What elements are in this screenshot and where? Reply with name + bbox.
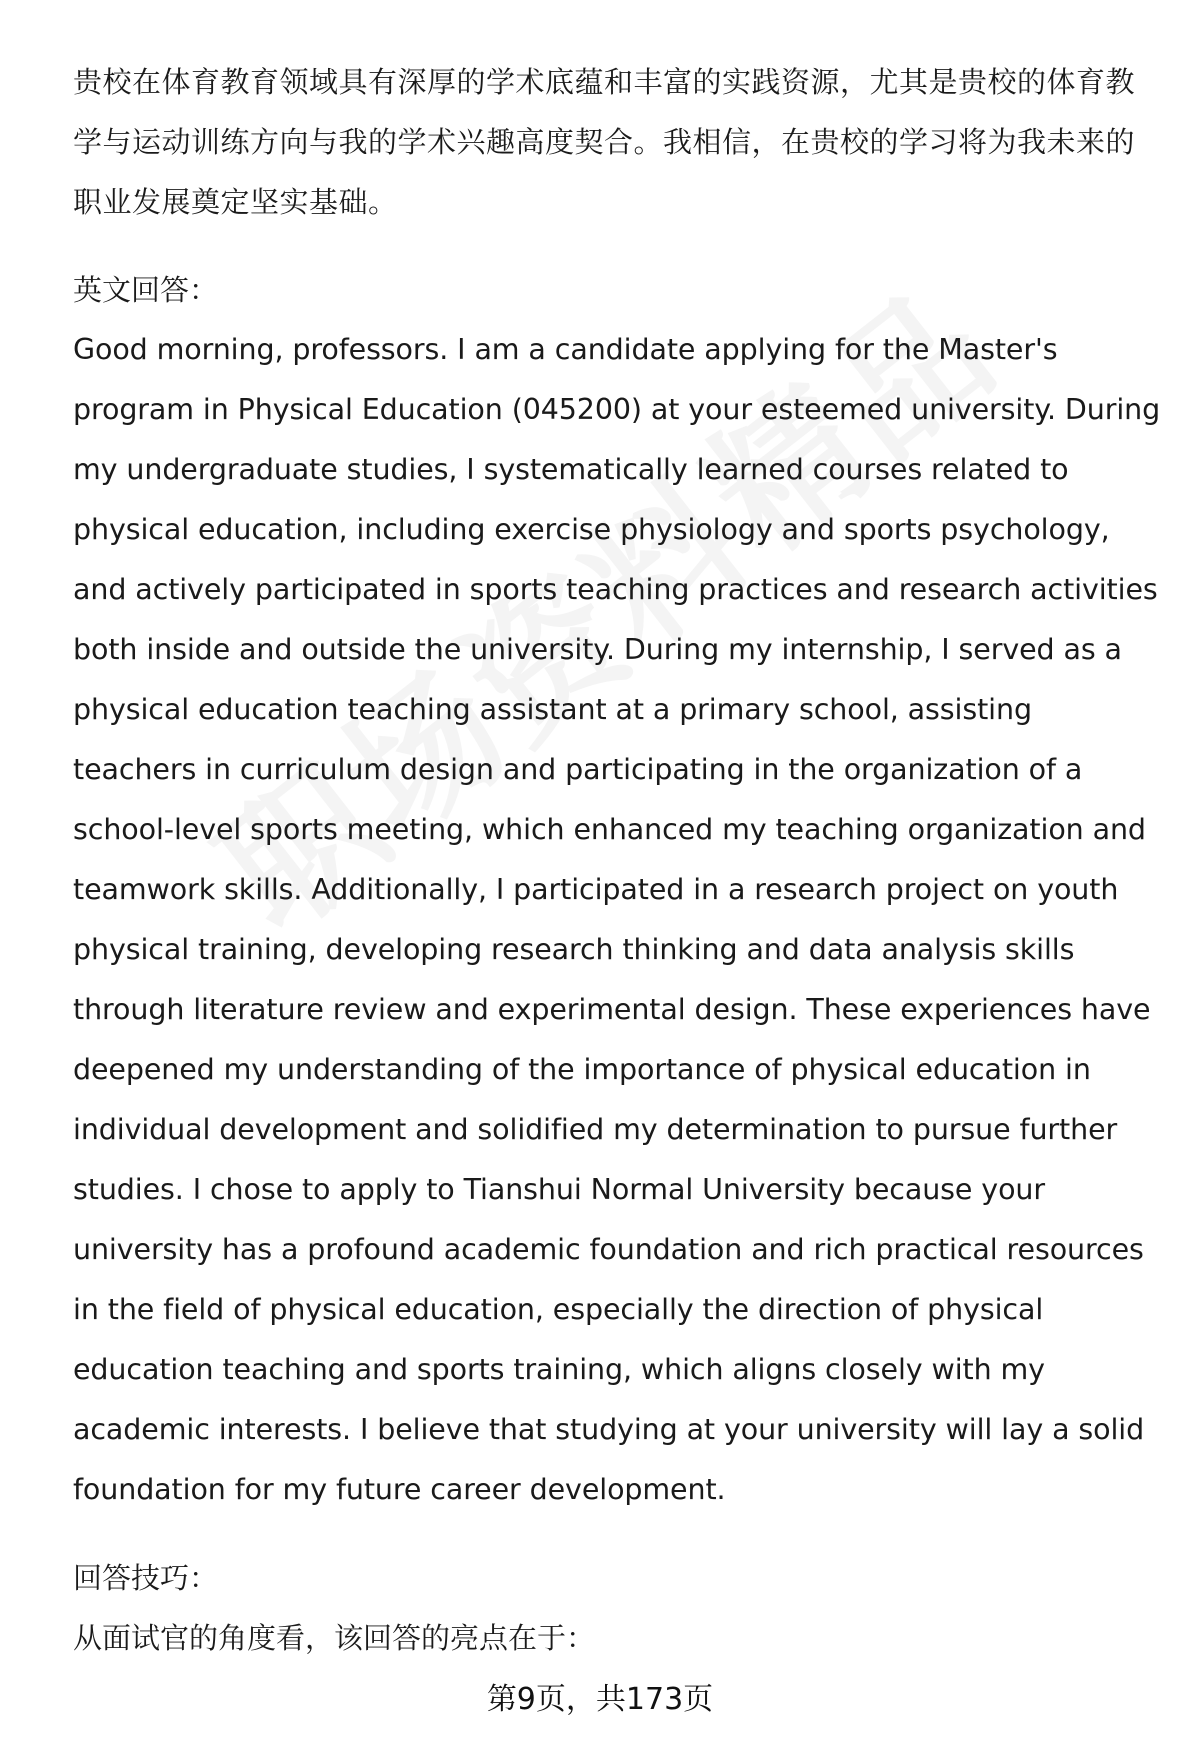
page-footer: 第9页，共173页 (486, 1682, 714, 1717)
top-paragraph: 贵校在体育教育领域具有深厚的学术底蕴和丰富的实践资源，尤其是贵校的体育教学与运动训练方向与我的学术兴趣高度契合。我相信，在贵校的学习将为我未来的职业发展奠定坚实基础。 (73, 65, 1136, 219)
tips-label: 回答技巧： (73, 1561, 219, 1595)
english-answer-label: 英文回答： (73, 273, 219, 307)
english-answer-paragraph: Good morning, professors. I am a candidate applying for the Master's program in Physical Education (045200) at your esteemed university. During my undergraduate studies, I systematically learned courses related to physical education, including exercise physiology and sports psychology, and actively participated in sports teaching practices and research activities both inside and outside the university. During my internship, I served as a physical education teaching assistant at a primary school, assisting teachers in curriculum design and participating in the organization of a school-level sports meeting, which enhanced my teaching organization and teamwork skills. Additionally, I participated in a research project on youth physical training, developing research thinking and data analysis skills through literature review and experimental design. These experiences have deepened my understanding of the importance of physical education in individual development and solidified my determination to pursue further studies. I chose to apply to Tianshui Normal University because your university has a profound academic foundation and rich practical resources in the field of physical education, especially the direction of physical education teaching and sports training, which aligns closely with my academic interests. I believe that studying at your university will lay a solid foundation for my future career development. (73, 333, 1161, 1506)
spacer (73, 232, 1163, 260)
tips-intro: 从面试官的角度看，该回答的亮点在于： (73, 1621, 596, 1655)
spacer (73, 1520, 1163, 1548)
page-content (73, 52, 1163, 1668)
